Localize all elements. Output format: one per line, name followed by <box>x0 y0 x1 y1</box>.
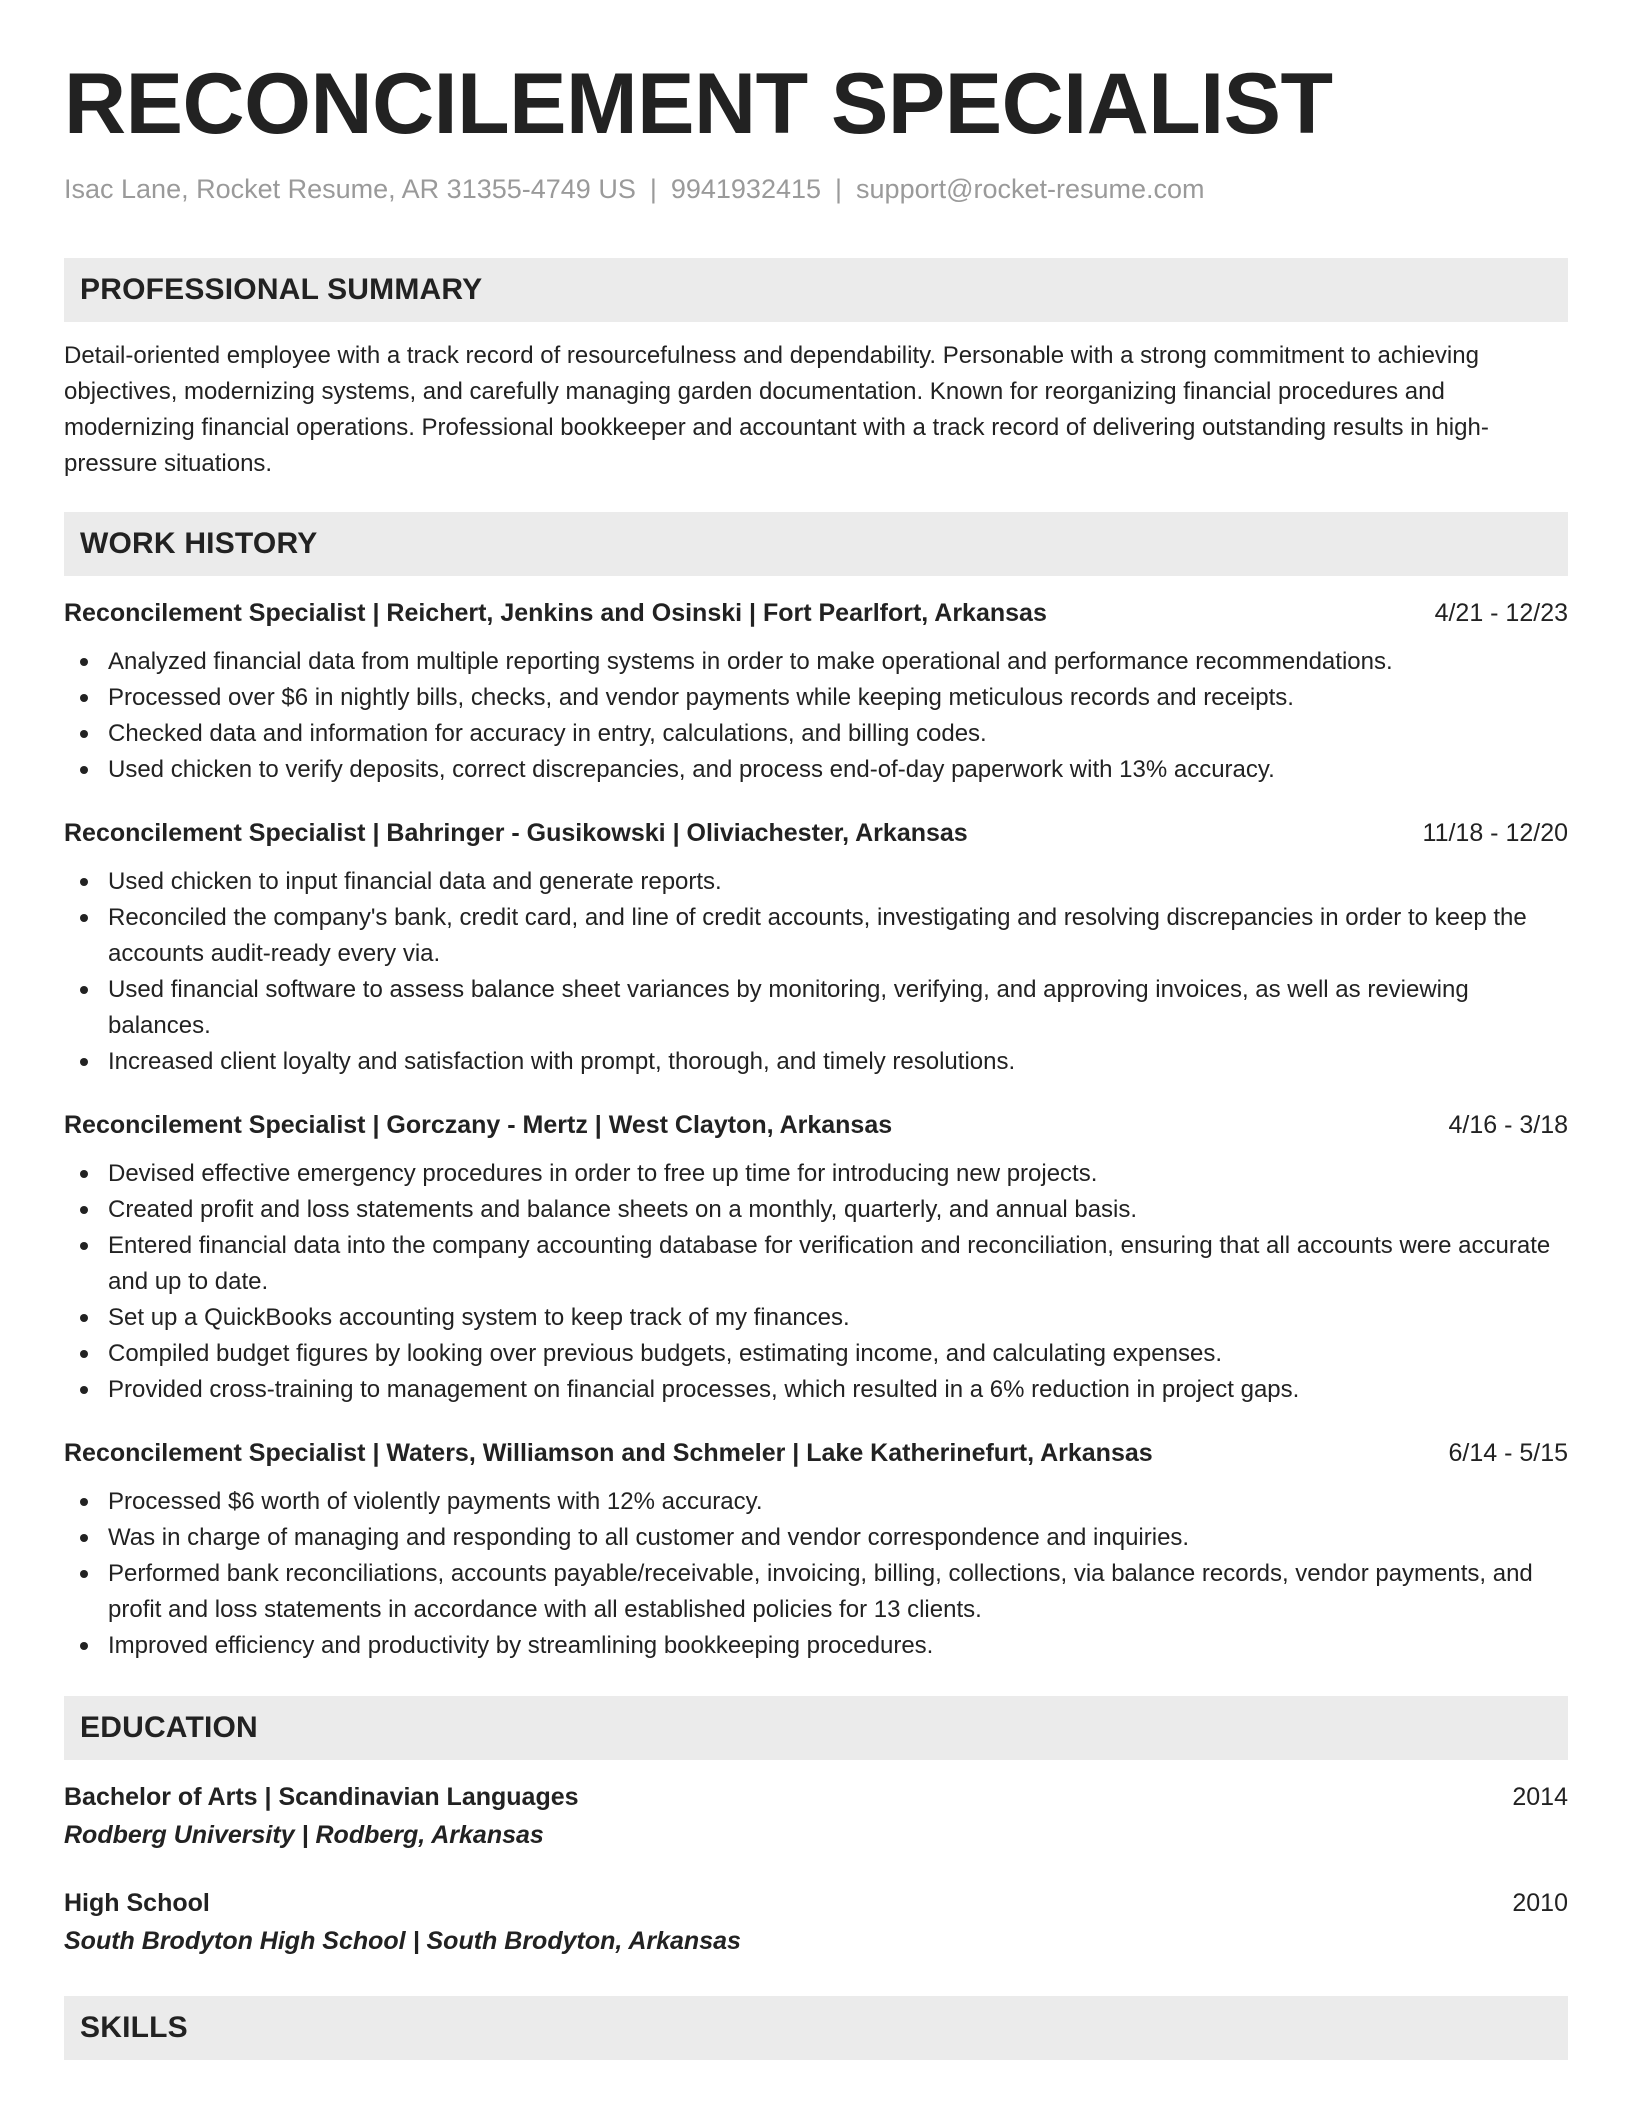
bullet-dot-icon <box>80 658 88 666</box>
job-bullet <box>64 1228 1568 1300</box>
job-entry <box>64 1108 1568 1408</box>
job-bullets <box>64 1156 1568 1408</box>
education-year: 2010 <box>1512 1889 1568 1917</box>
job-title: Reconcilement Specialist | Bahringer - Gusikowski | Oliviachester, Arkansas <box>64 819 968 847</box>
job-bullet-text: Created profit and loss statements and balance sheets on a monthly, quarterly, and annual basis. <box>108 1196 1138 1223</box>
resume-title: RECONCILEMENT SPECIALIST <box>64 56 1333 152</box>
job-dates: 6/14 - 5/15 <box>1448 1439 1568 1467</box>
bullet-dot-icon <box>80 1170 88 1178</box>
job-bullet <box>64 716 1568 752</box>
job-bullet-text: Improved efficiency and productivity by streamlining bookkeeping procedures. <box>108 1632 934 1659</box>
summary-heading: PROFESSIONAL SUMMARY <box>64 258 1568 322</box>
bullet-dot-icon <box>80 1058 88 1066</box>
job-bullet-text: Devised effective emergency procedures in order to free up time for introducing new projects. <box>108 1160 1098 1187</box>
job-bullet-text: Used financial software to assess balance sheet variances by monitoring, verifying, and approving invoices, as well as reviewing balances. <box>108 976 1469 1039</box>
education-school: South Brodyton High School | South Brodyton, Arkansas <box>64 1927 741 1955</box>
job-entry <box>64 596 1568 788</box>
job-bullet-text: Processed over $6 in nightly bills, checks, and vendor payments while keeping meticulous records and receipts. <box>108 684 1294 711</box>
job-bullet-text: Used chicken to verify deposits, correct discrepancies, and process end-of-day paperwork with 13% accuracy. <box>108 756 1275 783</box>
education-degree: High School <box>64 1889 210 1917</box>
job-bullet <box>64 972 1568 1044</box>
education-degree: Bachelor of Arts | Scandinavian Languages <box>64 1783 579 1811</box>
job-bullet-text: Entered financial data into the company accounting database for verification and reconciliation, ensuring that all accounts were accurate and up to date. <box>108 1232 1551 1295</box>
job-header <box>64 1436 1568 1470</box>
job-header <box>64 816 1568 850</box>
job-bullet-text: Set up a QuickBooks accounting system to keep track of my finances. <box>108 1304 850 1331</box>
bullet-dot-icon <box>80 914 88 922</box>
job-bullet-text: Increased client loyalty and satisfaction with prompt, thorough, and timely resolutions. <box>108 1048 1016 1075</box>
bullet-dot-icon <box>80 1534 88 1542</box>
work-history-heading: WORK HISTORY <box>64 512 1568 576</box>
contact-line <box>64 172 1568 206</box>
job-title: Reconcilement Specialist | Gorczany - Mertz | West Clayton, Arkansas <box>64 1111 893 1139</box>
education-school: Rodberg University | Rodberg, Arkansas <box>64 1821 544 1849</box>
job-bullet-text: Reconciled the company's bank, credit card, and line of credit accounts, investigating and resolving discrepancies in order to keep the accounts audit-ready every via. <box>108 904 1527 967</box>
education-heading: EDUCATION <box>64 1696 1568 1760</box>
skills-heading: SKILLS <box>64 1996 1568 2060</box>
job-bullet <box>64 1628 1568 1664</box>
job-bullet <box>64 1336 1568 1372</box>
job-bullet <box>64 1520 1568 1556</box>
job-bullet-text: Analyzed financial data from multiple reporting systems in order to make operational and performance recommendations. <box>108 648 1393 675</box>
contact-phone: 9941932415 <box>670 174 822 204</box>
job-bullet-text: Was in charge of managing and responding to all customer and vendor correspondence and inquiries. <box>108 1524 1190 1551</box>
job-bullet-text: Compiled budget figures by looking over previous budgets, estimating income, and calculating expenses. <box>108 1340 1222 1367</box>
job-title: Reconcilement Specialist | Waters, Williamson and Schmeler | Lake Katherinefurt, Arkansas <box>64 1439 1153 1467</box>
job-bullet <box>64 1156 1568 1192</box>
bullet-dot-icon <box>80 694 88 702</box>
job-bullet <box>64 1044 1568 1080</box>
bullet-dot-icon <box>80 1642 88 1650</box>
bullet-dot-icon <box>80 1498 88 1506</box>
job-dates: 11/18 - 12/20 <box>1422 819 1568 847</box>
job-bullet <box>64 864 1568 900</box>
job-bullet <box>64 644 1568 680</box>
job-bullets <box>64 864 1568 1080</box>
job-bullet <box>64 1372 1568 1408</box>
bullet-dot-icon <box>80 878 88 886</box>
job-bullet-text: Used chicken to input financial data and generate reports. <box>108 868 722 895</box>
contact-separator: | <box>649 174 657 204</box>
education-year: 2014 <box>1512 1783 1568 1811</box>
job-header <box>64 596 1568 630</box>
job-entry <box>64 1436 1568 1664</box>
education-header <box>64 1780 1568 1814</box>
job-entry <box>64 816 1568 1080</box>
job-bullet <box>64 900 1568 972</box>
job-bullets <box>64 644 1568 788</box>
job-bullet <box>64 1300 1568 1336</box>
bullet-dot-icon <box>80 986 88 994</box>
job-title: Reconcilement Specialist | Reichert, Jenkins and Osinski | Fort Pearlfort, Arkansas <box>64 599 1047 627</box>
education-header <box>64 1886 1568 1920</box>
job-dates: 4/21 - 12/23 <box>1434 599 1568 627</box>
job-header <box>64 1108 1568 1142</box>
contact-separator: | <box>835 174 843 204</box>
job-bullet-text: Processed $6 worth of violently payments with 12% accuracy. <box>108 1488 763 1515</box>
education-entry <box>64 1886 1568 1958</box>
summary-text: Detail-oriented employee with a track record of resourcefulness and dependability. Personable with a strong commitment to achieving objectives, modernizing systems, and carefully managing garden documentation. Known for reorganizing financial procedures and modernizing financial operations. Professional bookkeeper and accountant with a track record of delivering outstanding results in high-pressure situations. <box>64 342 1489 477</box>
job-bullets <box>64 1484 1568 1664</box>
education-entry <box>64 1780 1568 1852</box>
bullet-dot-icon <box>80 766 88 774</box>
job-bullet-text: Provided cross-training to management on financial processes, which resulted in a 6% reduction in project gaps. <box>108 1376 1300 1403</box>
job-bullet-text: Checked data and information for accuracy in entry, calculations, and billing codes. <box>108 720 987 747</box>
bullet-dot-icon <box>80 1386 88 1394</box>
job-bullet-text: Performed bank reconciliations, accounts payable/receivable, invoicing, billing, collections, via balance records, vendor payments, and profit and loss statements in accordance with all established policies for 13 clients. <box>108 1560 1533 1623</box>
bullet-dot-icon <box>80 1206 88 1214</box>
contact-address: Isac Lane, Rocket Resume, AR 31355-4749 US <box>64 174 636 204</box>
bullet-dot-icon <box>80 1570 88 1578</box>
bullet-dot-icon <box>80 1242 88 1250</box>
bullet-dot-icon <box>80 1314 88 1322</box>
bullet-dot-icon <box>80 730 88 738</box>
work-history-list <box>64 596 1568 1664</box>
job-bullet <box>64 1556 1568 1628</box>
job-bullet <box>64 680 1568 716</box>
bullet-dot-icon <box>80 1350 88 1358</box>
job-bullet <box>64 1192 1568 1228</box>
job-dates: 4/16 - 3/18 <box>1448 1111 1568 1139</box>
contact-email[interactable]: support@rocket-resume.com <box>856 174 1205 204</box>
resume-page <box>64 0 1568 2060</box>
job-bullet <box>64 1484 1568 1520</box>
job-bullet <box>64 752 1568 788</box>
